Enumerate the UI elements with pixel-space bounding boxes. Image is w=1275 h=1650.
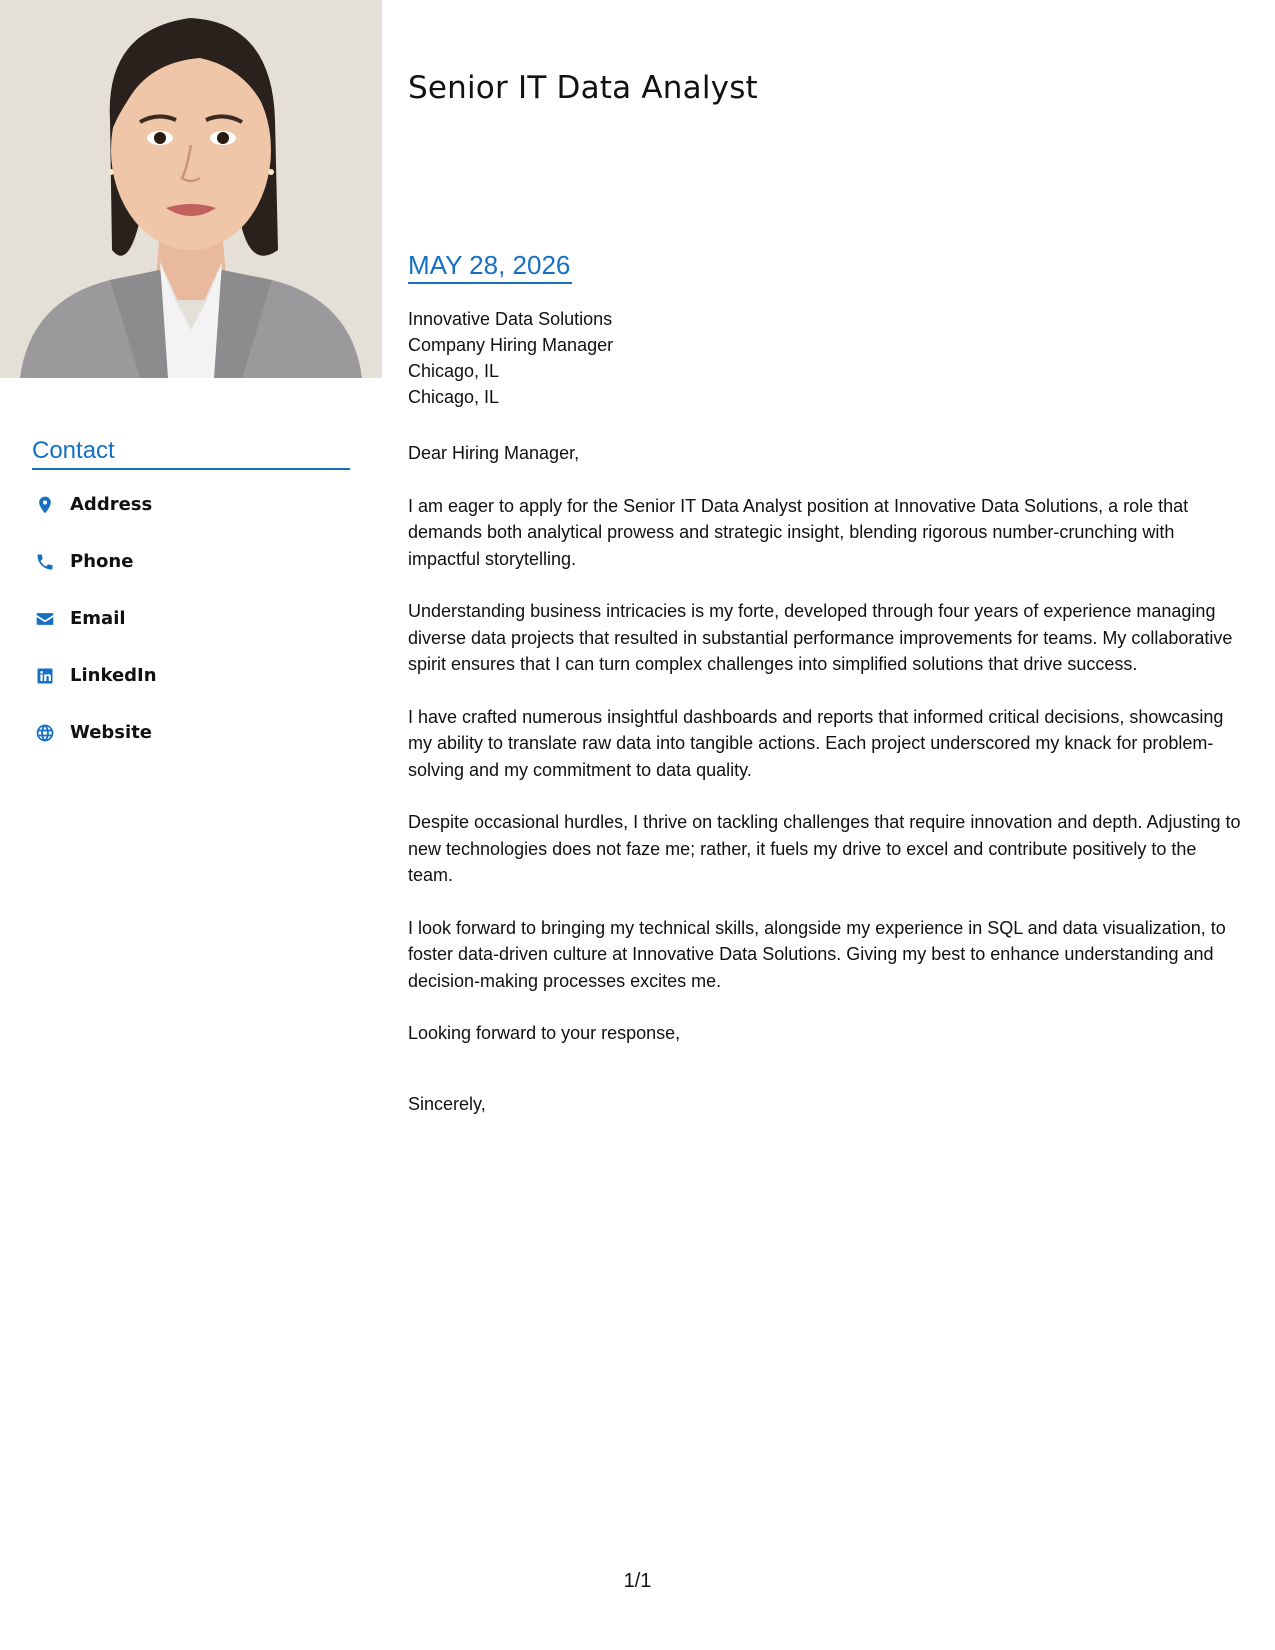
page-number: 1/1 (623, 1570, 652, 1592)
profile-photo (0, 0, 382, 378)
paragraph-2: Understanding business intricacies is my forte, developed through four years of experience managing diverse data projects that resulted in substantial performance improvements for teams. My collaborative spirit ensures that I can turn complex challenges into simplified solutions that drive success. (408, 601, 1233, 674)
envelope-icon (32, 606, 58, 632)
recipient-company: Innovative Data Solutions (408, 309, 613, 329)
phone-icon (32, 549, 58, 575)
paragraph-1: I am eager to apply for the Senior IT Data Analyst position at Innovative Data Solutions, a role that demands both analytical prowess and strategic insight, blending rigorous number-crunching with impactful storytelling. (408, 495, 1189, 569)
contact-item-website[interactable] (32, 704, 157, 761)
recipient-title: Company Hiring Manager (408, 335, 614, 355)
contact-item-phone[interactable] (32, 533, 157, 590)
paragraph-3: I have crafted numerous insightful dashboards and reports that informed critical decisions, showcasing my ability to translate raw data into tangible actions. Each project underscored my knack for problem-solving and my commitment to data quality. (408, 706, 1224, 780)
contact-label-website: Website (70, 722, 153, 743)
paragraph-4: Despite occasional hurdles, I thrive on tackling challenges that require innovation and depth. Adjusting to new technologies does not faze me; rather, it fuels my drive to excel and contribute positively to the team. (408, 812, 1241, 885)
paragraph-5: I look forward to bringing my technical skills, alongside my experience in SQL and data visualization, to foster data-driven culture at Innovative Data Solutions. Giving my best to enhance understanding and decision-making processes excites me. (408, 917, 1226, 991)
linkedin-icon (32, 663, 58, 689)
closing-line: Looking forward to your response, (408, 1023, 681, 1043)
letter-body (408, 440, 1246, 1143)
contact-item-email[interactable] (32, 590, 157, 647)
signoff: Sincerely, (408, 1093, 486, 1114)
contact-list (32, 476, 157, 761)
contact-item-address[interactable] (32, 476, 157, 533)
letter-date: MAY 28, 2026 (408, 248, 572, 284)
recipient-address: Chicago, IL (408, 387, 500, 407)
contact-label-address: Address (70, 494, 153, 515)
contact-label-email: Email (70, 608, 126, 629)
contact-label-phone: Phone (70, 551, 134, 572)
page-title: Senior IT Data Analyst (408, 70, 758, 106)
globe-icon (32, 720, 58, 746)
contact-heading: Contact (32, 434, 350, 470)
recipient-city: Chicago, IL (408, 361, 500, 381)
location-pin-icon (32, 492, 58, 518)
contact-item-linkedin[interactable] (32, 647, 157, 704)
salutation: Dear Hiring Manager, (408, 443, 580, 463)
recipient-block (408, 306, 613, 410)
contact-label-linkedin: LinkedIn (70, 665, 157, 686)
